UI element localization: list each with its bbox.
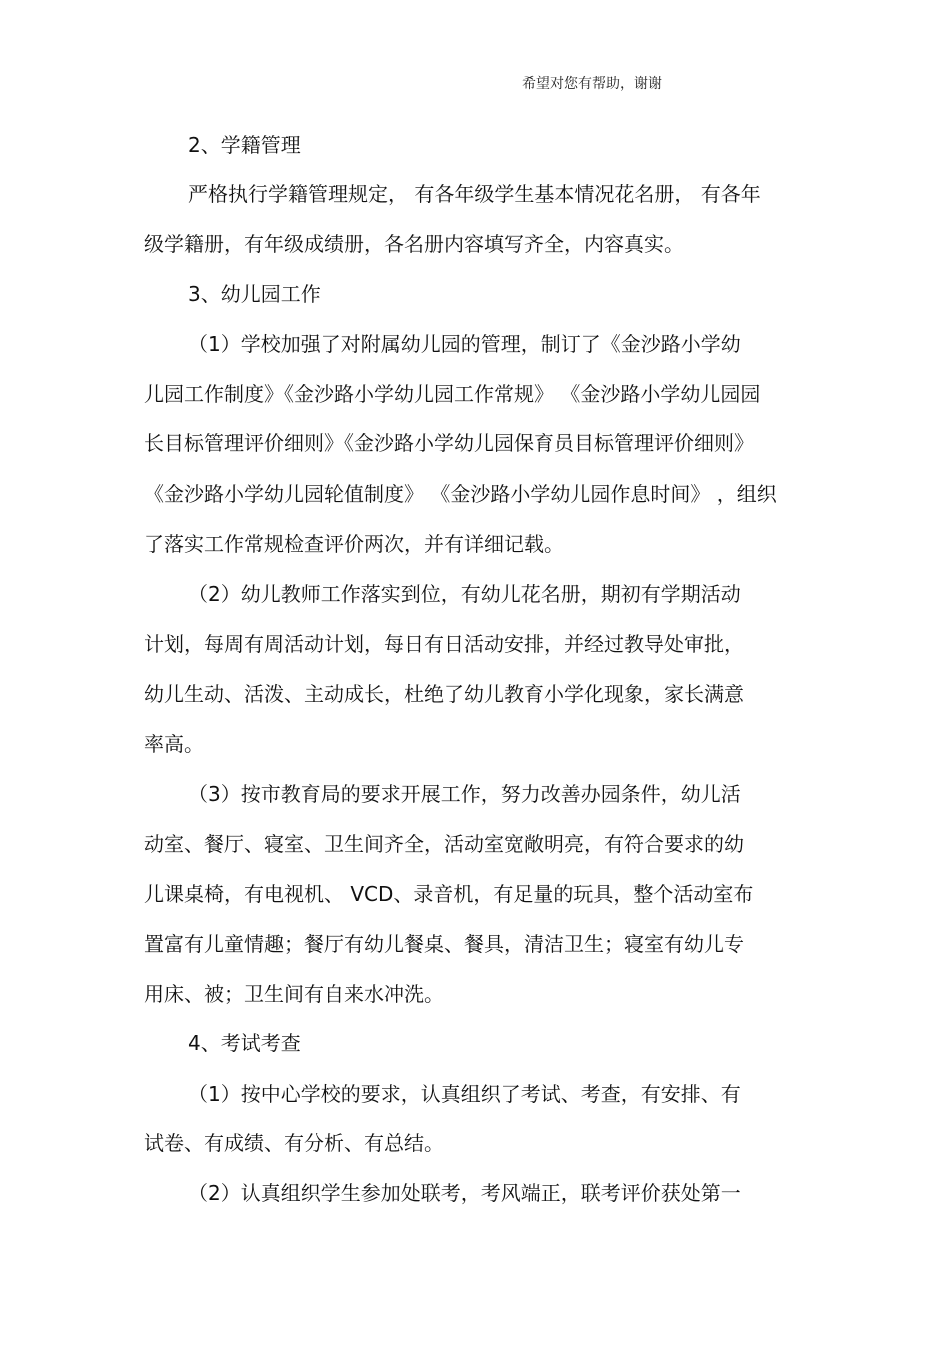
paragraph-line: （1）按中心学校的要求，认真组织了考试、考查，有安排、有 [188, 1082, 741, 1106]
paragraph-line: 级学籍册，有年级成绩册，各名册内容填写齐全，内容真实。 [144, 232, 684, 256]
paragraph-line: （1）学校加强了对附属幼儿园的管理，制订了《金沙路小学幼 [188, 332, 741, 356]
paragraph-line: 长目标管理评价细则》《金沙路小学幼儿园保育员目标管理评价细则》 [144, 431, 754, 455]
paragraph-line: 动室、餐厅、寝室、卫生间齐全，活动室宽敞明亮，有符合要求的幼 [144, 832, 744, 856]
section-heading: 3、幼儿园工作 [188, 282, 321, 306]
section-heading: 4、考试考查 [188, 1031, 301, 1055]
paragraph-line: 用床、被；卫生间有自来水冲洗。 [144, 982, 444, 1006]
header-note: 希望对您有帮助，谢谢 [522, 76, 662, 92]
paragraph-line: （2）认真组织学生参加处联考，考风端正，联考评价获处第一 [188, 1181, 741, 1205]
paragraph-line: 试卷、有成绩、有分析、有总结。 [144, 1131, 444, 1155]
paragraph-line: 置富有儿童情趣；餐厅有幼儿餐桌、餐具，清洁卫生；寝室有幼儿专 [144, 932, 744, 956]
paragraph-line: 儿园工作制度》《金沙路小学幼儿园工作常规》 《金沙路小学幼儿园园 [144, 382, 761, 406]
paragraph-line: （3）按市教育局的要求开展工作，努力改善办园条件，幼儿活 [188, 782, 741, 806]
paragraph-line: 儿课桌椅，有电视机、 VCD、录音机，有足量的玩具，整个活动室布 [144, 882, 754, 906]
paragraph-line: （2）幼儿教师工作落实到位，有幼儿花名册，期初有学期活动 [188, 582, 741, 606]
paragraph-line: 幼儿生动、活泼、主动成长，杜绝了幼儿教育小学化现象，家长满意 [144, 682, 744, 706]
paragraph-line: 计划，每周有周活动计划，每日有日活动安排，并经过教导处审批， [144, 632, 744, 656]
paragraph-line: 了落实工作常规检查评价两次，并有详细记载。 [144, 532, 564, 556]
paragraph-line: 率高。 [144, 732, 204, 756]
paragraph-line: 《金沙路小学幼儿园轮值制度》 《金沙路小学幼儿园作息时间》 ，组织 [144, 482, 777, 506]
section-heading: 2、学籍管理 [188, 133, 301, 157]
paragraph-line: 严格执行学籍管理规定， 有各年级学生基本情况花名册， 有各年 [188, 182, 761, 206]
